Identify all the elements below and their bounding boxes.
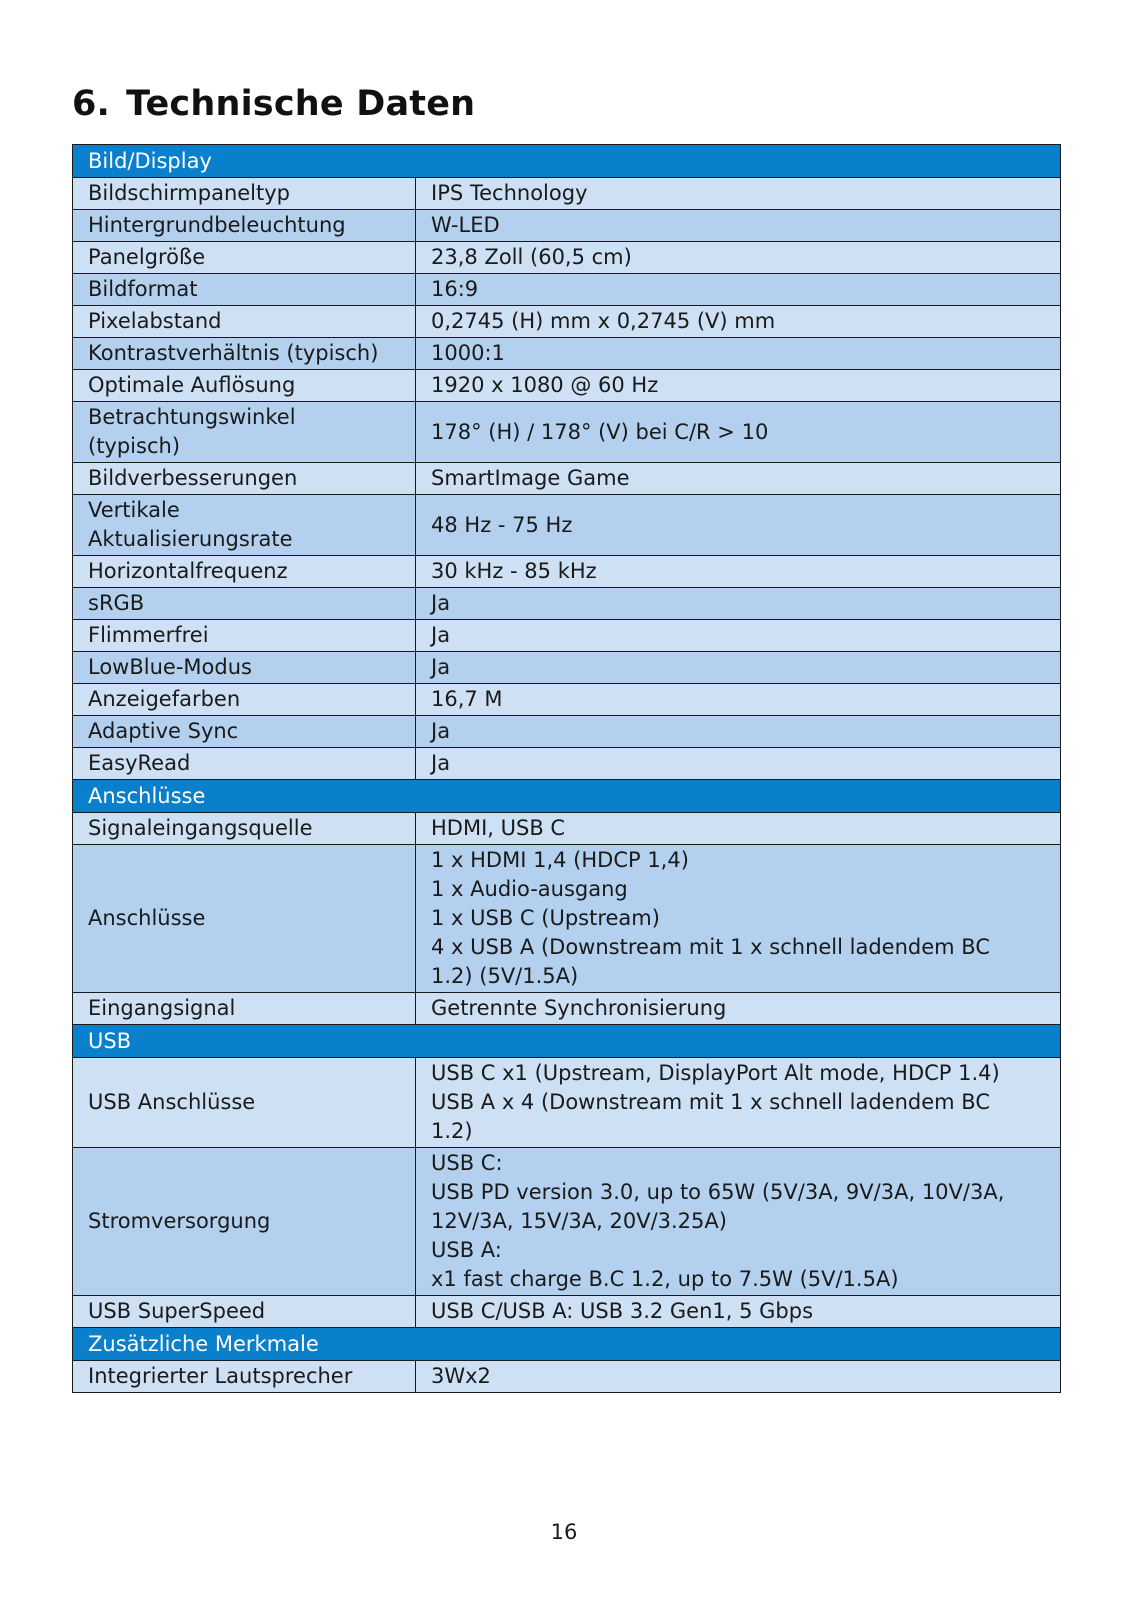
table-row xyxy=(73,813,1061,845)
spec-label: Vertikale Aktualisierungsrate xyxy=(73,495,416,556)
table-row xyxy=(73,716,1061,748)
spec-value: W-LED xyxy=(416,210,1061,242)
spec-label: Adaptive Sync xyxy=(73,716,416,748)
spec-value: 48 Hz - 75 Hz xyxy=(416,495,1061,556)
spec-label: Panelgröße xyxy=(73,242,416,274)
spec-value: 16,7 M xyxy=(416,684,1061,716)
spec-label: Flimmerfrei xyxy=(73,620,416,652)
table-row xyxy=(73,1361,1061,1393)
table-row xyxy=(73,402,1061,463)
section-title: Technische Daten xyxy=(126,84,476,124)
table-row xyxy=(73,242,1061,274)
spec-value: IPS Technology xyxy=(416,178,1061,210)
table-row xyxy=(73,556,1061,588)
section-header-row xyxy=(73,780,1061,813)
spec-value: 30 kHz - 85 kHz xyxy=(416,556,1061,588)
spec-value: USB C: USB PD version 3.0, up to 65W (5V/3A, 9V/3A, 10V/3A, 12V/3A, 15V/3A, 20V/3.25A) USB A: x1 fast charge B.C 1.2, up to 7.5W (5V/1.5A) xyxy=(416,1148,1061,1296)
spec-value: HDMI, USB C xyxy=(416,813,1061,845)
spec-value: USB C/USB A: USB 3.2 Gen1, 5 Gbps xyxy=(416,1296,1061,1328)
spec-label: EasyRead xyxy=(73,748,416,780)
section-header-row xyxy=(73,145,1061,178)
spec-label: Anschlüsse xyxy=(73,845,416,993)
spec-value: Getrennte Synchronisierung xyxy=(416,993,1061,1025)
section-header: Bild/Display xyxy=(73,145,1061,178)
spec-value: 1000:1 xyxy=(416,338,1061,370)
spec-label: Optimale Auflösung xyxy=(73,370,416,402)
spec-label: Bildverbesserungen xyxy=(73,463,416,495)
section-header: Zusätzliche Merkmale xyxy=(73,1328,1061,1361)
table-row xyxy=(73,1058,1061,1148)
spec-value: Ja xyxy=(416,748,1061,780)
spec-value: 3Wx2 xyxy=(416,1361,1061,1393)
table-row xyxy=(73,620,1061,652)
table-row xyxy=(73,306,1061,338)
spec-value: Ja xyxy=(416,652,1061,684)
table-row xyxy=(73,370,1061,402)
spec-label: Integrierter Lautsprecher xyxy=(73,1361,416,1393)
spec-value: Ja xyxy=(416,588,1061,620)
spec-label: Eingangsignal xyxy=(73,993,416,1025)
spec-label: USB Anschlüsse xyxy=(73,1058,416,1148)
table-row xyxy=(73,178,1061,210)
page-title xyxy=(72,84,475,124)
section-header-row xyxy=(73,1328,1061,1361)
table-row xyxy=(73,274,1061,306)
table-row xyxy=(73,652,1061,684)
spec-label: sRGB xyxy=(73,588,416,620)
section-header: Anschlüsse xyxy=(73,780,1061,813)
page-number: 16 xyxy=(550,1520,578,1544)
table-row xyxy=(73,588,1061,620)
spec-label: Betrachtungswinkel (typisch) xyxy=(73,402,416,463)
table-row xyxy=(73,338,1061,370)
spec-label: USB SuperSpeed xyxy=(73,1296,416,1328)
spec-label: Bildschirmpaneltyp xyxy=(73,178,416,210)
table-row xyxy=(73,210,1061,242)
table-row xyxy=(73,495,1061,556)
table-row xyxy=(73,748,1061,780)
spec-label: Stromversorgung xyxy=(73,1148,416,1296)
spec-label: LowBlue-Modus xyxy=(73,652,416,684)
spec-value: 23,8 Zoll (60,5 cm) xyxy=(416,242,1061,274)
spec-label: Signaleingangsquelle xyxy=(73,813,416,845)
table-row xyxy=(73,1148,1061,1296)
spec-value: 178° (H) / 178° (V) bei C/R > 10 xyxy=(416,402,1061,463)
spec-value: 0,2745 (H) mm x 0,2745 (V) mm xyxy=(416,306,1061,338)
spec-value: Ja xyxy=(416,716,1061,748)
table-row xyxy=(73,1296,1061,1328)
section-header-row xyxy=(73,1025,1061,1058)
spec-value: USB C x1 (Upstream, DisplayPort Alt mode, HDCP 1.4) USB A x 4 (Downstream mit 1 x schnell ladendem BC 1.2) xyxy=(416,1058,1061,1148)
spec-table-body xyxy=(73,145,1061,1393)
spec-label: Bildformat xyxy=(73,274,416,306)
spec-label: Pixelabstand xyxy=(73,306,416,338)
spec-value: SmartImage Game xyxy=(416,463,1061,495)
spec-label: Anzeigefarben xyxy=(73,684,416,716)
spec-label: Hintergrundbeleuchtung xyxy=(73,210,416,242)
section-header: USB xyxy=(73,1025,1061,1058)
section-number: 6. xyxy=(72,84,111,124)
table-row xyxy=(73,845,1061,993)
spec-value: 16:9 xyxy=(416,274,1061,306)
spec-value: 1 x HDMI 1,4 (HDCP 1,4) 1 x Audio-ausgang 1 x USB C (Upstream) 4 x USB A (Downstream mit 1 x schnell ladendem BC 1.2) (5V/1.5A) xyxy=(416,845,1061,993)
spec-label: Kontrastverhältnis (typisch) xyxy=(73,338,416,370)
spec-table xyxy=(72,144,1061,1393)
table-row xyxy=(73,463,1061,495)
spec-value: Ja xyxy=(416,620,1061,652)
table-row xyxy=(73,684,1061,716)
spec-label: Horizontalfrequenz xyxy=(73,556,416,588)
table-row xyxy=(73,993,1061,1025)
spec-value: 1920 x 1080 @ 60 Hz xyxy=(416,370,1061,402)
